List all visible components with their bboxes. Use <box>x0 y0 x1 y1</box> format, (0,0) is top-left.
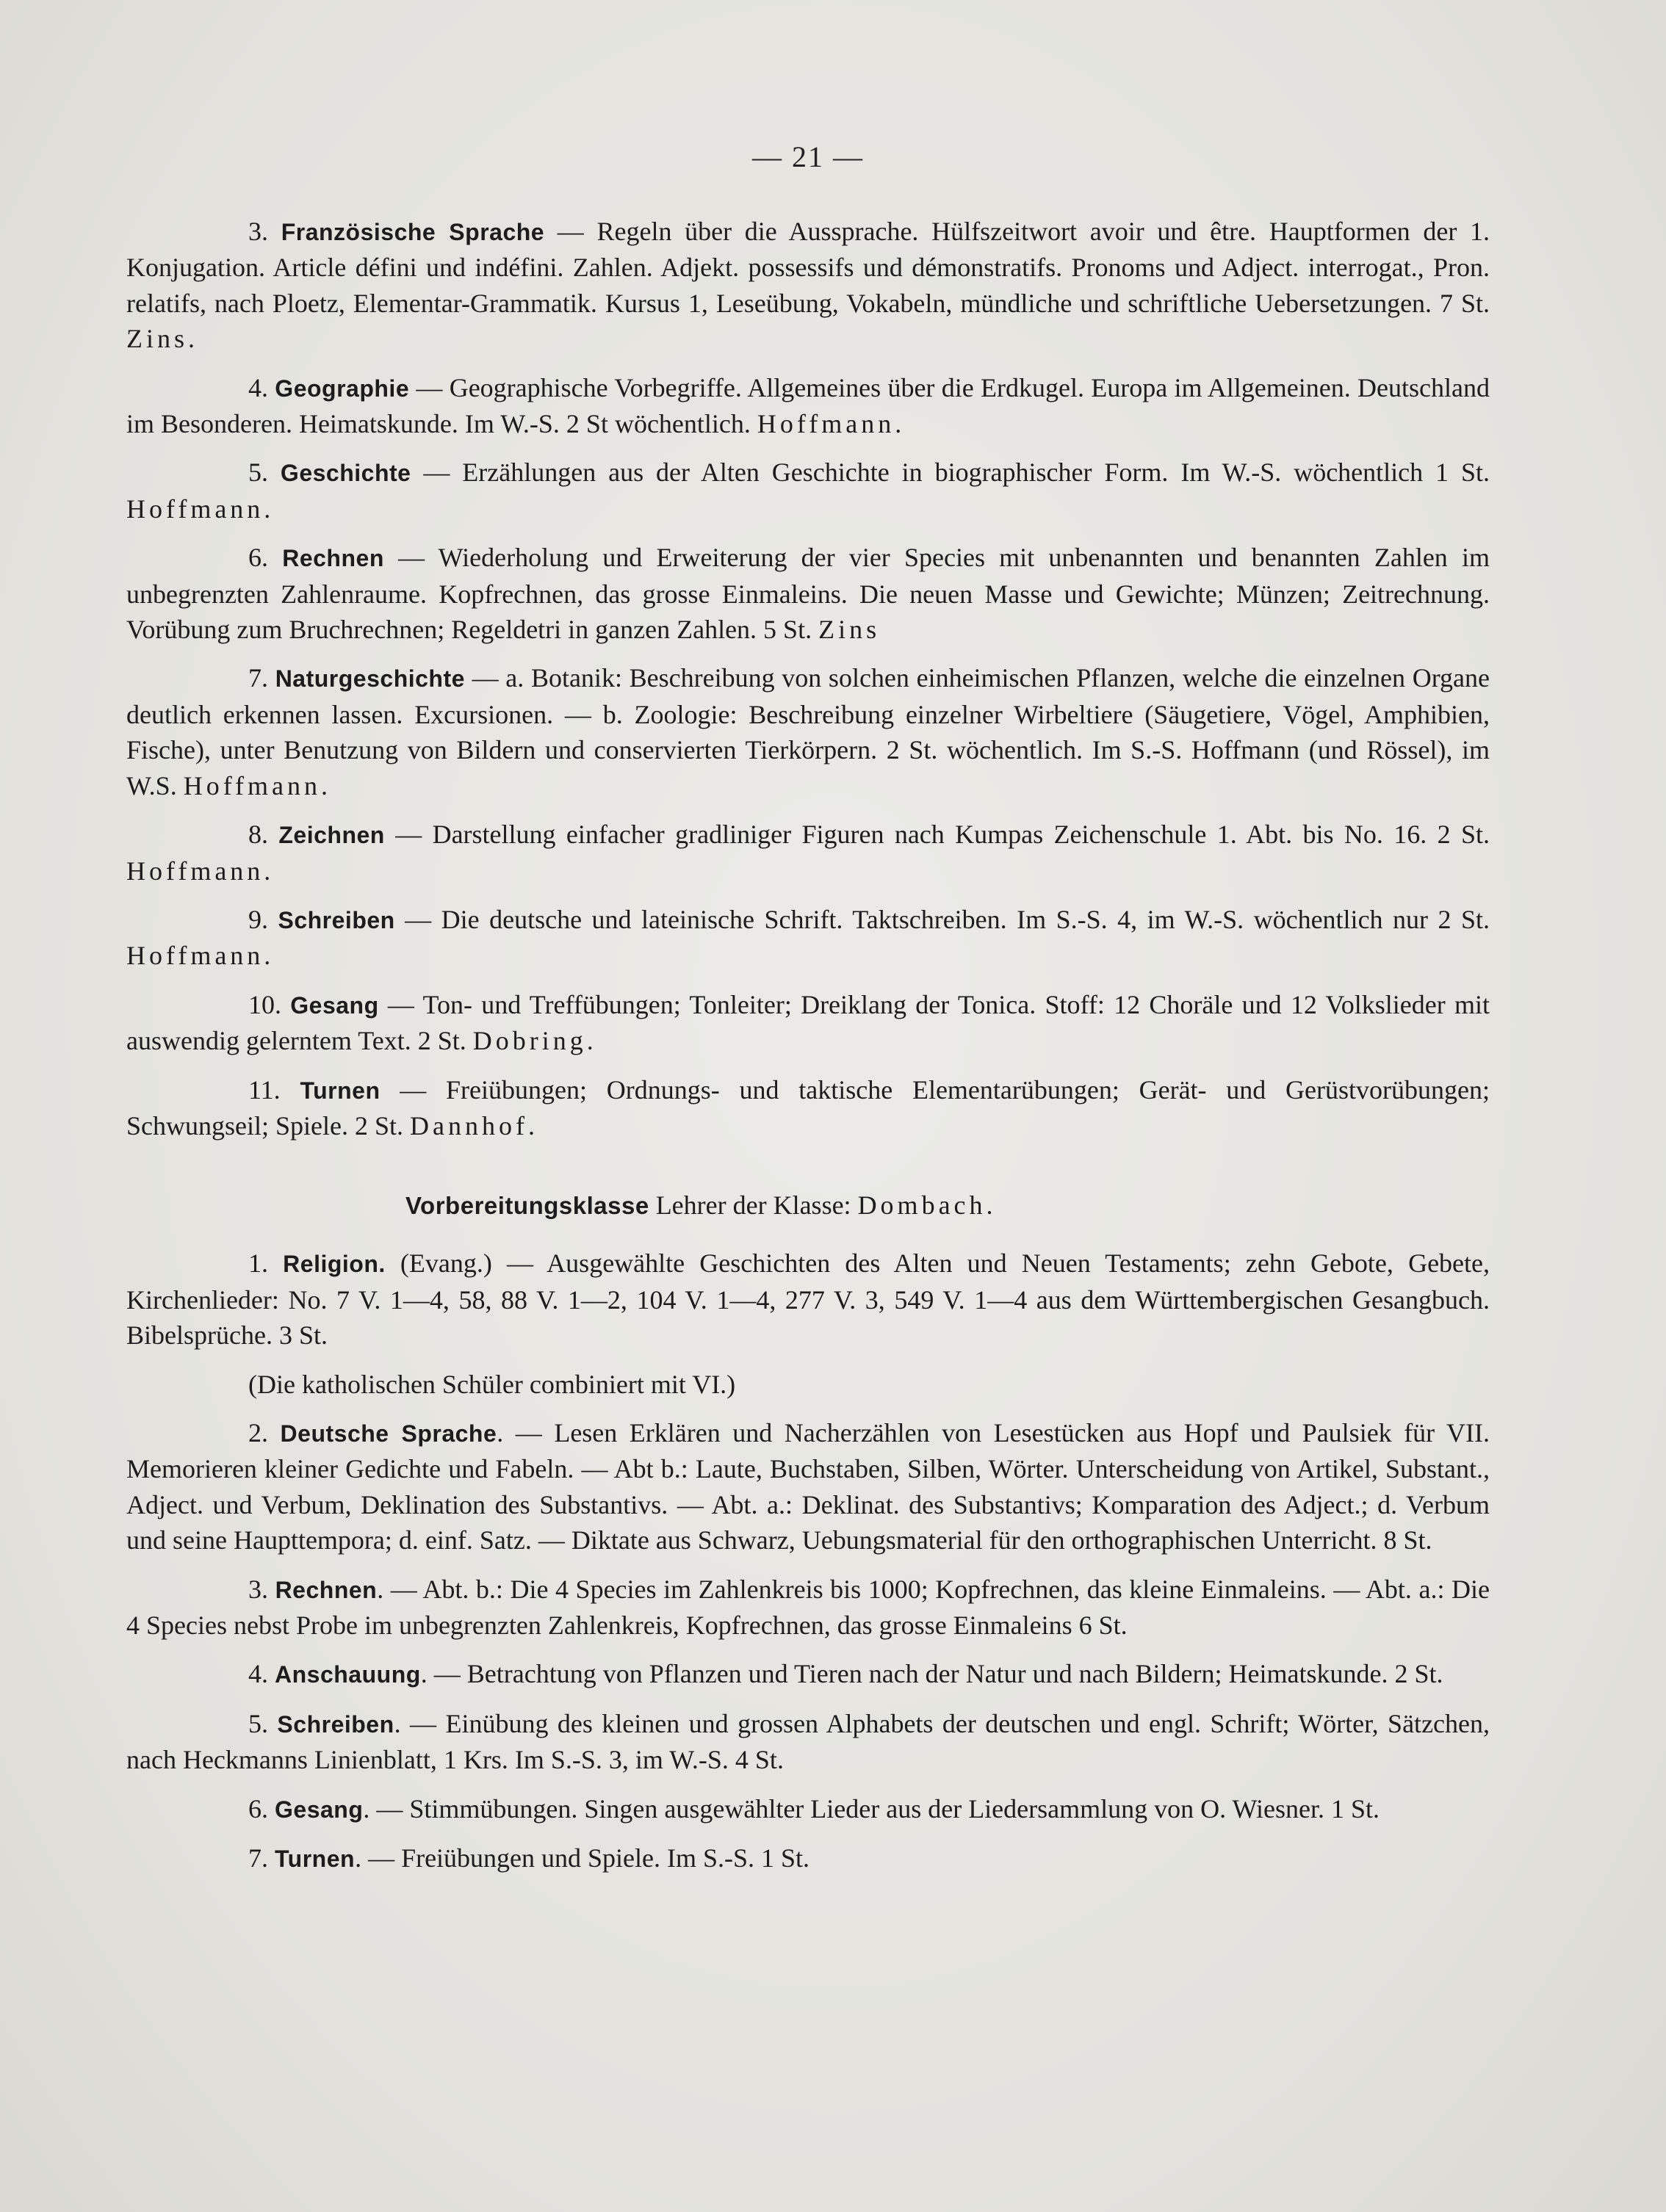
subject-paragraph: 3. Rechnen. — Abt. b.: Die 4 Species im Zahlenkreis bis 1000; Kopfrechnen, das kleine Einmaleins. — Abt. a.: Die 4 Species nebst Probe im unbegrenzten Zahlenkreis, Kopfrechnen, das grosse Einmaleins 6 St. <box>126 1574 1490 1640</box>
subject-paragraph: 5. Geschichte — Erzählungen aus der Alten Geschichte in biographischer Form. Im W.-S. wöchentlich 1 St. Hoffmann. <box>126 458 1490 524</box>
subject-paragraph: 8. Zeichnen — Darstellung einfacher gradliniger Figuren nach Kumpas Zeichenschule 1. Abt. bis No. 16. 2 St. Hoffmann. <box>126 820 1490 886</box>
page-content <box>126 140 1490 1890</box>
class-heading-text: Lehrer der Klasse: <box>649 1190 858 1221</box>
subject-paragraph: 5. Schreiben. — Einübung des kleinen und grossen Alphabets der deutschen und engl. Schrift; Wörter, Sätzchen, nach Heckmanns Linienblatt, 1 Krs. Im S.-S. 3, im W.-S. 4 St. <box>126 1708 1490 1775</box>
subject-paragraph: 6. Gesang. — Stimmübungen. Singen ausgewählter Lieder aus der Liedersammlung von O. Wiesner. 1 St. <box>248 1793 1380 1824</box>
subject-paragraph: 7. Turnen. — Freiübungen und Spiele. Im S.-S. 1 St. <box>248 1843 810 1873</box>
subject-paragraph: 4. Anschauung. — Betrachtung von Pflanzen und Tieren nach der Natur und nach Bildern; Heimatskunde. 2 St. <box>248 1659 1443 1689</box>
class-title: Vorbereitungsklasse <box>405 1192 649 1220</box>
subject-paragraph: 1. Religion. (Evang.) — Ausgewählte Geschichten des Alten und Neuen Testaments; zehn Gebote, Gebete, Kirchenlieder: No. 7 V. 1—4, 58, 88 V. 1—2, 104 V. 1—4, 277 V. 3, 549 V. 1—4 aus dem Württembergischen Gesangbuch. Bibelsprüche. 3 St. <box>126 1248 1490 1351</box>
subject-paragraph: 9. Schreiben — Die deutsche und lateinische Schrift. Taktschreiben. Im S.-S. 4, im W.-S. wöchentlich nur 2 St. Hoffmann. <box>126 904 1490 971</box>
subject-paragraph: 2. Deutsche Sprache. — Lesen Erklären und Nacherzählen von Lesestücken aus Hopf und Paulsiek für VII. Memorieren kleiner Gedichte und Fabeln. — Abt b.: Laute, Buchstaben, Silben, Wörter. Unterscheidung von Artikel, Substant., Adject. und Verbum, Deklination des Substantivs. — Abt. a.: Deklinat. des Substantivs; Komparation des Adject.; d. Verbum und seine Haupttempora; d. einf. Satz. — Diktate aus Schwarz, Uebungsmaterial für den orthographischen Unterricht. 8 St. <box>126 1417 1490 1555</box>
subject-paragraph: 7. Naturgeschichte — a. Botanik: Beschreibung von solchen einheimischen Pflanzen, welche die einzelnen Organe deutlich erkennen lassen. Excursionen. — b. Zoologie: Beschreibung einzelner Wirbeltiere (Säugetiere, Vögel, Amphibien, Fische), unter Benutzung von Bildern und conservierten Tierkörpern. 2 St. wöchentlich. Im S.-S. Hoffmann (und Rössel), im W.S. Hoffmann. <box>126 663 1490 800</box>
section-sexta <box>126 214 1490 1143</box>
subject-paragraph: 3. Französische Sprache — Regeln über die Aussprache. Hülfszeitwort avoir und être. Hauptformen der 1. Konjugation. Article défini und indéfini. Zahlen. Adjekt. possessifs und démonstratifs. Pronoms und Adject. interrogat., Pron. relatifs, nach Ploetz, Elementar-Grammatik. Kursus 1, Leseübung, Vokabeln, mündliche und schriftliche Uebersetzungen. 7 St. Zins. <box>126 217 1490 354</box>
class-teacher: Dombach. <box>857 1190 997 1221</box>
class-heading <box>126 1188 1490 1224</box>
page-number: — 21 — <box>752 140 864 173</box>
subject-paragraph: 6. Rechnen — Wiederholung und Erweiterung der vier Species mit unbenannten und benannten Zahlen im unbegrenzten Zahlenraume. Kopfrechnen, das grosse Einmaleins. Die neuen Masse und Gewichte; Münzen; Zeitrechnung. Vorübung zum Bruchrechnen; Regeldetri in ganzen Zahlen. 5 St. Zins <box>126 543 1490 645</box>
subject-paragraph: 10. Gesang — Ton- und Treffübungen; Tonleiter; Dreiklang der Tonica. Stoff: 12 Choräle und 12 Volkslieder mit auswendig gelerntem Text. 2 St. Dobring. <box>126 989 1490 1056</box>
section-vorbereitungsklasse <box>126 1246 1490 1876</box>
subject-paragraph: 11. Turnen — Freiübungen; Ordnungs- und taktische Elementarübungen; Gerät- und Gerüstvorübungen; Schwungseil; Spiele. 2 St. Dannhof. <box>126 1074 1490 1141</box>
note-paragraph: (Die katholischen Schüler combiniert mit VI.) <box>248 1369 736 1399</box>
subject-paragraph: 4. Geographie — Geographische Vorbegriffe. Allgemeines über die Erdkugel. Europa im Allgemeinen. Deutschland im Besonderen. Heimatskunde. Im W.-S. 2 St wöchentlich. Hoffmann. <box>126 372 1490 439</box>
